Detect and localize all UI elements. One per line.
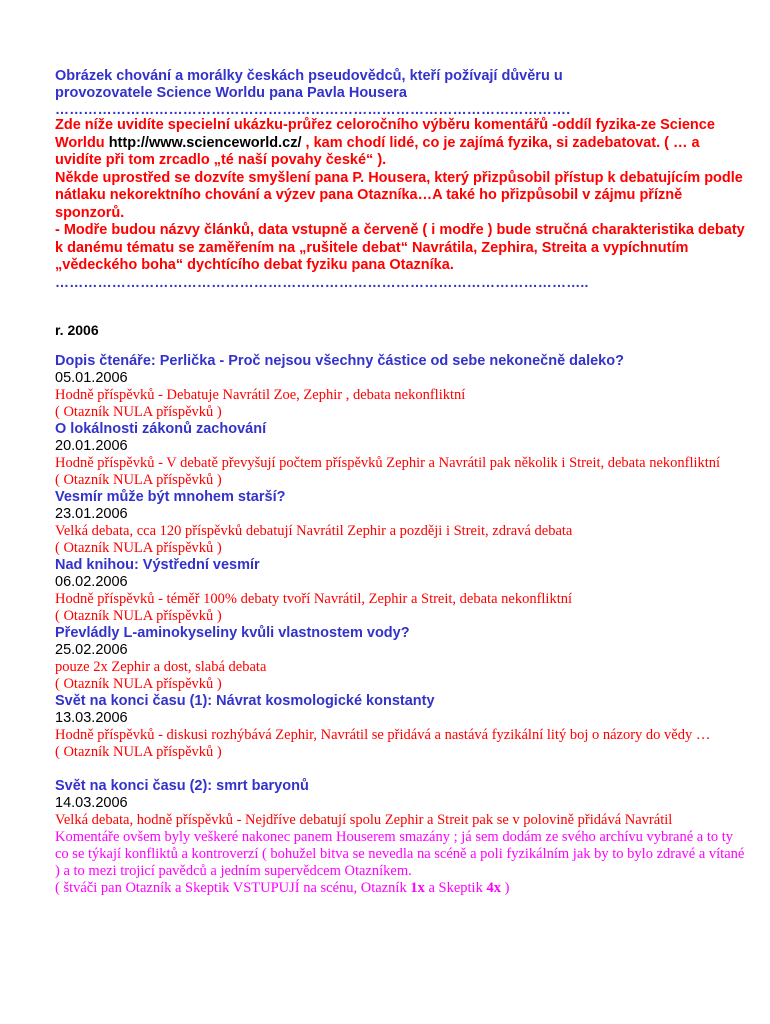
list-item xyxy=(55,489,745,557)
entry-description: Velká debata, hodně příspěvků - Nejdříve debatují spolu Zephir a Streit pak se v polovině přidává Navrátil xyxy=(55,811,673,828)
list-item xyxy=(55,421,745,489)
entry-final-note xyxy=(55,880,745,897)
document-page xyxy=(55,68,745,897)
intro-paragraph-3: - Modře budou názvy článků, data vstupně a červeně ( i modře ) bude stručná charakteristika debaty k danému tématu se zaměřením na „rušitele debat“ Navrátila, Zephira, Streita a vypíchnutím „vědeckého boha“ dychtícího debat fyziku pana Otazníka. xyxy=(55,222,745,273)
entry-title[interactable]: Nad knihou: Výstřední vesmír xyxy=(55,556,260,573)
entry-note: ( Otazník NULA příspěvků ) xyxy=(55,471,222,488)
entry-note: ( Otazník NULA příspěvků ) xyxy=(55,607,222,624)
intro-title-line1: Obrázek chování a morálky českách pseudovědců, kteří požívají důvěru u xyxy=(55,68,563,84)
entry-note: ( Otazník NULA příspěvků ) xyxy=(55,743,222,760)
final-note-b: 1x xyxy=(410,879,425,896)
entry-title[interactable]: Vesmír může být mnohem starší? xyxy=(55,488,286,505)
entry-list xyxy=(55,353,745,761)
final-note-a: ( štváči pan Otazník a Skeptik VSTUPUJÍ na scénu, Otazník xyxy=(55,879,411,896)
entry-date: 14.03.2006 xyxy=(55,794,128,811)
entry-date: 13.03.2006 xyxy=(55,709,128,726)
entry-date: 06.02.2006 xyxy=(55,573,128,590)
year-heading: r. 2006 xyxy=(55,321,99,338)
entry-description: pouze 2x Zephir a dost, slabá debata xyxy=(55,658,267,675)
entry-note: ( Otazník NULA příspěvků ) xyxy=(55,403,222,420)
intro-paragraph-2: Někde uprostřed se dozvíte smyšlení pana P. Housera, který přizpůsobil přístup k debatujícím podle nátlaku nekorektního chování a výzev pana Otazníka…A také ho přizpůsobil v zájmu přízně sponzorů. xyxy=(55,169,743,221)
entry-title[interactable]: Svět na konci času (2): smrt baryonů xyxy=(55,777,309,794)
entry-title[interactable]: Svět na konci času (1): Návrat kosmologické konstanty xyxy=(55,692,435,709)
entry-description: Velká debata, cca 120 příspěvků debatují Navrátil Zephir a později i Streit, zdravá debata xyxy=(55,522,573,539)
intro-paragraph-1-text-b: , kam chodí lidé, co je zajímá fyzika, si zadebatovat. ( … a uvidíte při tom zrcadlo „té naší povahy české“ ). xyxy=(55,134,700,168)
entry-title[interactable]: Dopis čtenáře: Perlička - Proč nejsou všechny částice od sebe nekonečně daleko? xyxy=(55,352,624,369)
entry-note: ( Otazník NULA příspěvků ) xyxy=(55,539,222,556)
scienceworld-link[interactable]: http://www.scienceworld.cz/ xyxy=(108,134,302,151)
final-note-d: 4x xyxy=(486,879,501,896)
entry-archive-note: Komentáře ovšem byly veškeré nakonec panem Houserem smazány ; já sem dodám ze svého archívu vybrané a to ty co se týkají konfliktů a kontroverzí ( bohužel bitva se nevedla na scéně a poli fyzikálním jak by to bylo zdravé a vítané ) a to mezi trojicí pavědců a jedním supervědcem Otazníkem. xyxy=(55,828,745,879)
list-item xyxy=(55,693,745,761)
list-item xyxy=(55,353,745,421)
entry-date: 05.01.2006 xyxy=(55,369,128,386)
entry-description: Hodně příspěvků - téměř 100% debaty tvoří Navrátil, Zephir a Streit, debata nekonfliktní xyxy=(55,590,573,607)
entry-title[interactable]: O lokálnosti zákonů zachování xyxy=(55,420,267,437)
list-item xyxy=(55,625,745,693)
entry-description: Hodně příspěvků - Debatuje Navrátil Zoe, Zephir , debata nekonfliktní xyxy=(55,386,466,403)
entry-date: 25.02.2006 xyxy=(55,641,128,658)
intro-title-line2: provozovatele Science Worldu pana Pavla Housera xyxy=(55,85,407,101)
entry-gap xyxy=(55,761,745,778)
entry-last xyxy=(55,778,745,897)
entry-description: Hodně příspěvků - diskusi rozhýbává Zephir, Navrátil se přidává a nastává fyzikální litý boj o názory do vědy … xyxy=(55,726,711,743)
final-note-c: a Skeptik xyxy=(424,879,487,896)
intro-paragraph-1 xyxy=(55,117,745,170)
intro-paragraph-1-text-a: Zde níže uvidíte specielní ukázku-průřez celoročního výběru komentářů -oddíl fyzika-ze Science Worldu xyxy=(55,117,715,151)
entry-title[interactable]: Převládly L-aminokyseliny kvůli vlastnostem vody? xyxy=(55,624,410,641)
intro-title xyxy=(55,68,745,102)
final-note-e: ) xyxy=(500,879,510,896)
dotted-separator-bottom: ………………………………………………………………………………………………….. xyxy=(55,274,589,290)
entry-note: ( Otazník NULA příspěvků ) xyxy=(55,675,222,692)
entry-date: 23.01.2006 xyxy=(55,505,128,522)
list-item xyxy=(55,557,745,625)
dotted-separator-top: ………………………………………………………………………………………………. xyxy=(55,102,571,117)
entry-description: Hodně příspěvků - V debatě převyšují počtem příspěvků Zephir a Navrátil pak několik i Streit, debata nekonfliktní xyxy=(55,454,721,471)
entry-date: 20.01.2006 xyxy=(55,437,128,454)
